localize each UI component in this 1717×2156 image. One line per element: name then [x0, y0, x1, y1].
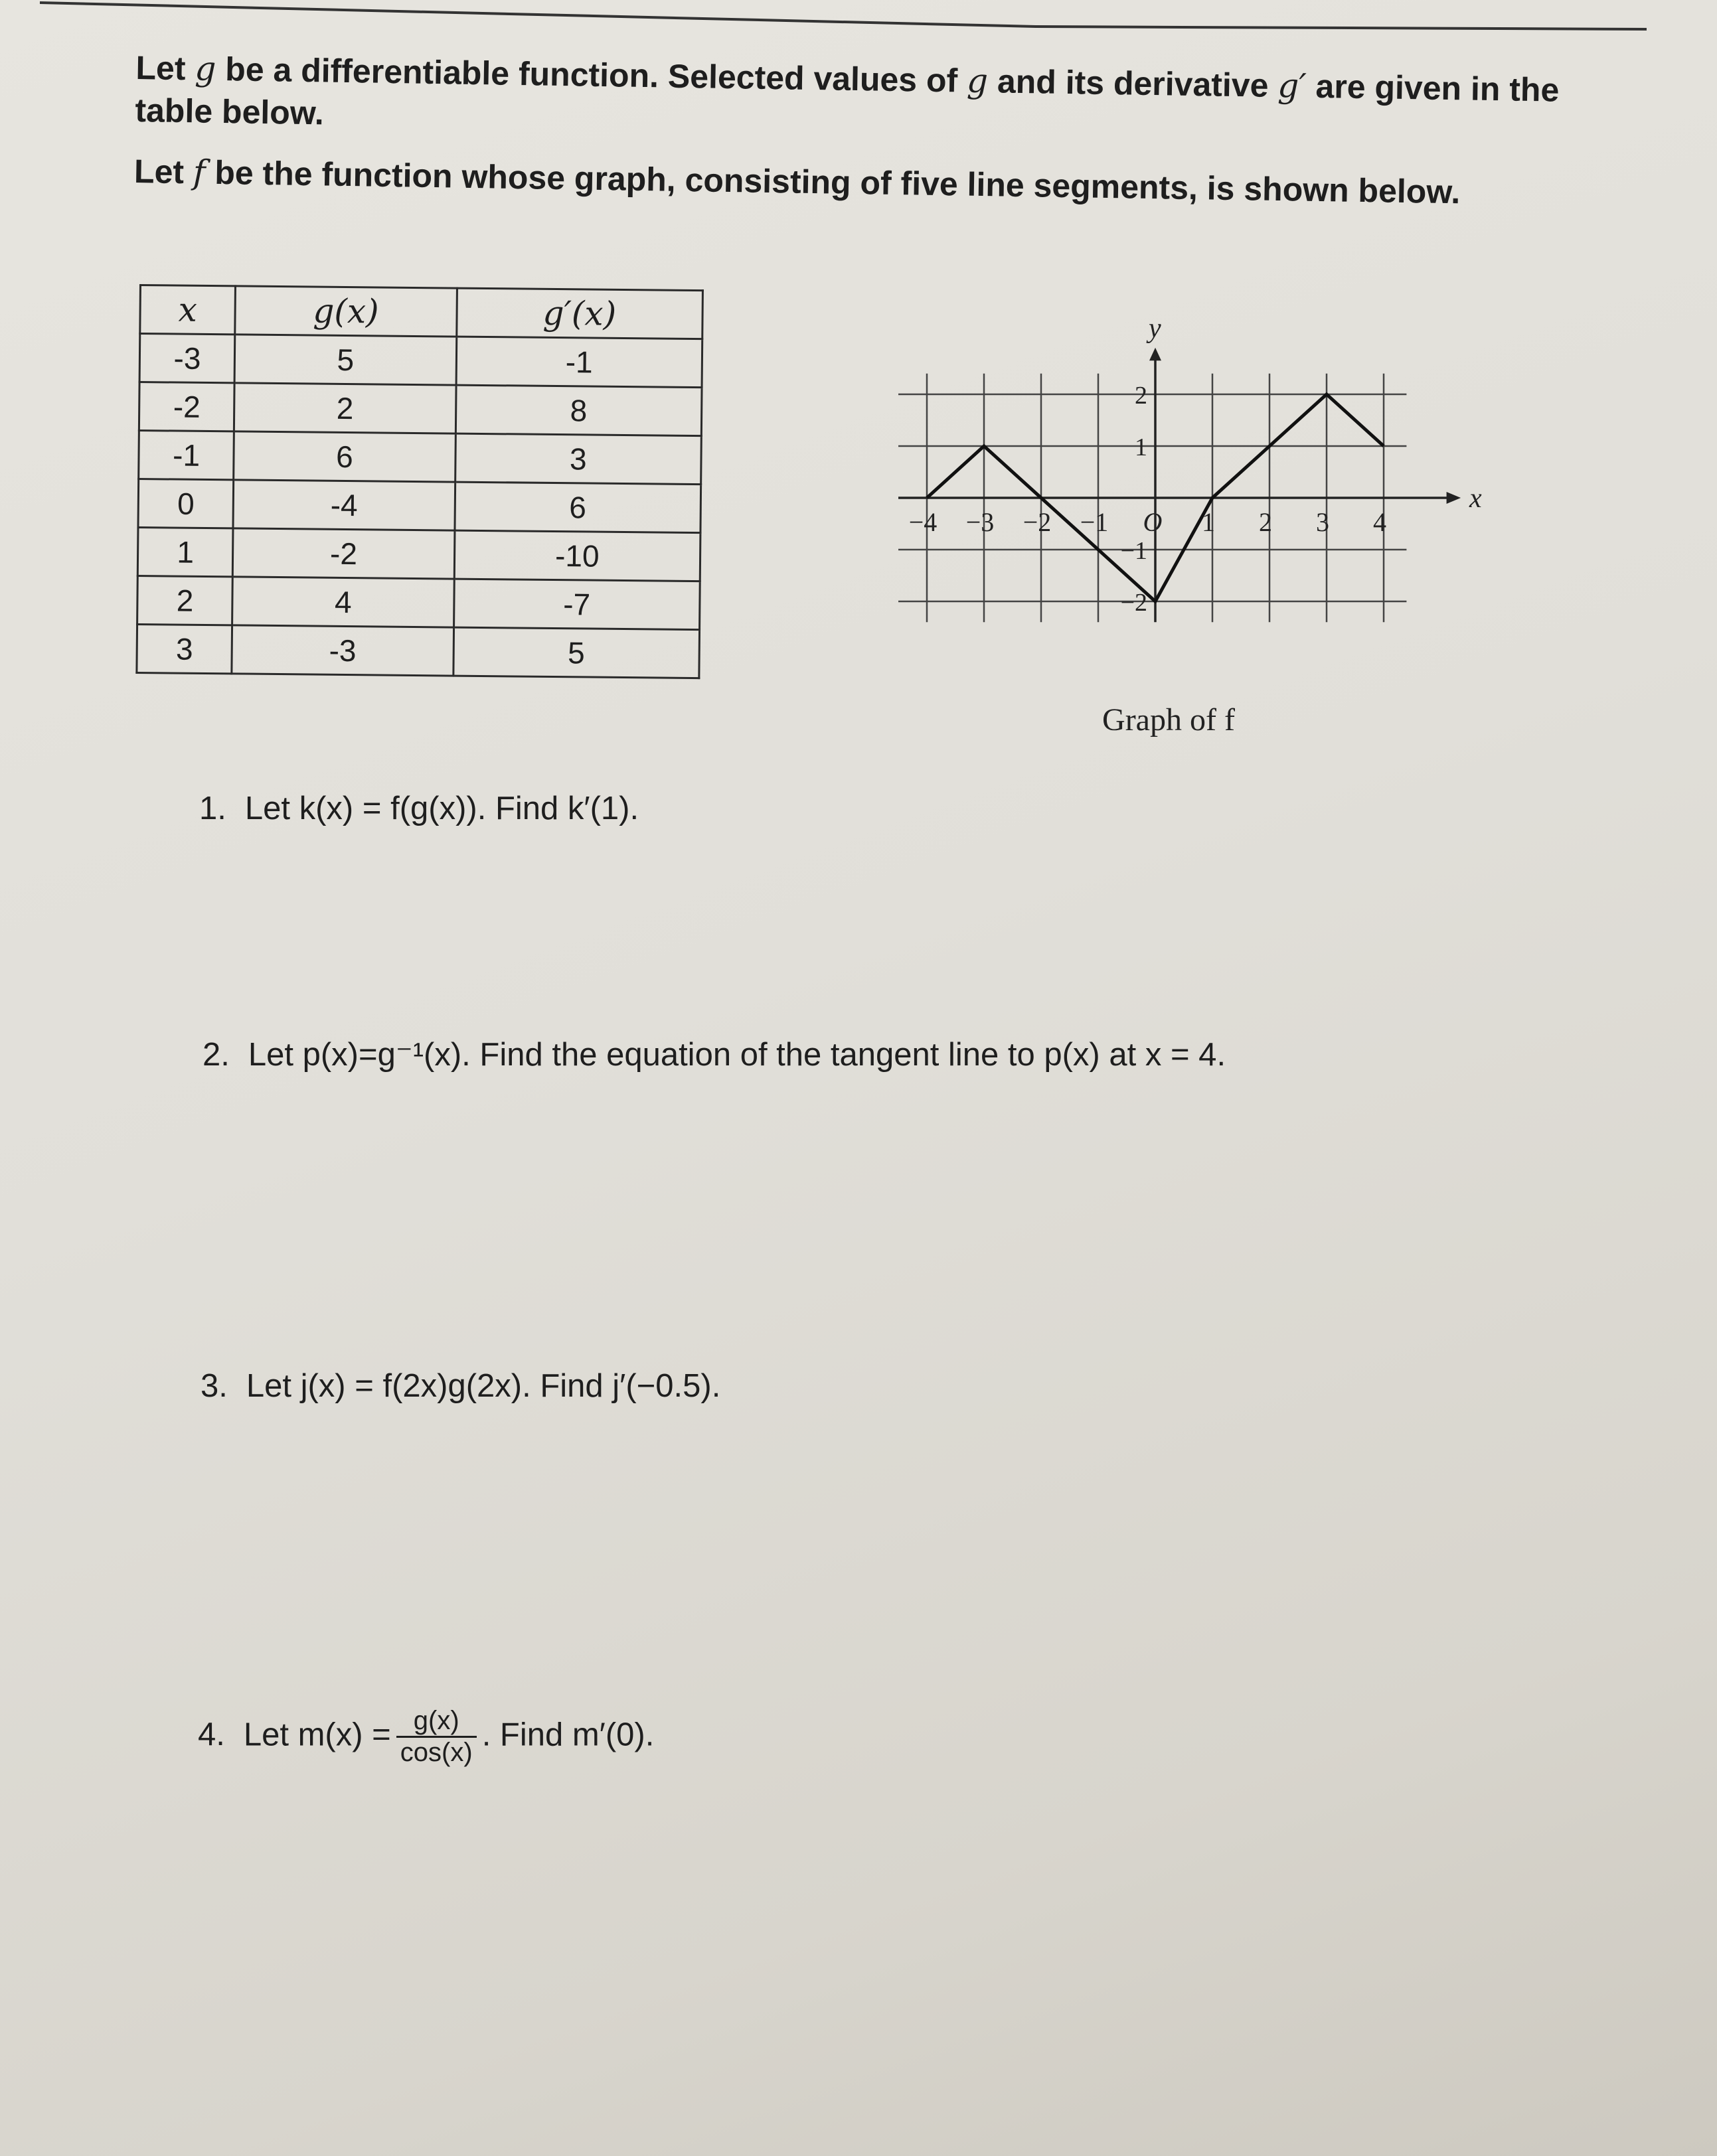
question-text: Let k(x) = f(g(x)). Find k′(1). — [244, 791, 639, 826]
question-number: 3. — [201, 1368, 228, 1404]
table-cell: 6 — [455, 482, 701, 533]
table-cell: 5 — [234, 335, 456, 385]
table-cell: 8 — [455, 385, 702, 436]
table-cell: -7 — [453, 579, 700, 630]
x-tick-label: O — [1143, 507, 1163, 537]
intro-line-2: Let f be the function whose graph, consisting of five line segments, is shown below. — [133, 152, 1461, 211]
values-table — [135, 284, 704, 679]
x-tick-label: −1 — [1080, 507, 1109, 537]
table-cell: 3 — [137, 624, 232, 673]
table-header-row — [140, 285, 703, 339]
fraction — [396, 1706, 477, 1768]
table-cell: -2 — [139, 382, 234, 431]
x-tick-label: 4 — [1373, 507, 1386, 537]
var-g: g — [194, 49, 216, 88]
question-4 — [198, 1706, 654, 1768]
fraction-numerator: g(x) — [396, 1706, 477, 1738]
table-cell: 4 — [232, 577, 454, 627]
table-cell: 2 — [234, 383, 456, 433]
table-cell: 0 — [138, 479, 234, 528]
question-number: 4. — [198, 1717, 225, 1753]
table-cell: -4 — [233, 480, 455, 530]
y-tick-label: −1 — [1120, 537, 1147, 565]
table-row — [139, 431, 702, 485]
x-axis-arrow — [1447, 492, 1461, 504]
table-row — [139, 334, 702, 388]
question-1 — [199, 790, 639, 827]
table-row — [139, 382, 702, 436]
table-row — [138, 479, 701, 533]
y-axis-label: y — [1149, 313, 1161, 345]
x-tick-label: −2 — [1022, 507, 1052, 537]
question-3 — [201, 1367, 720, 1405]
y-tick-label: 1 — [1135, 433, 1147, 461]
x-axis-label: x — [1469, 483, 1482, 514]
fraction-denominator: cos(x) — [400, 1738, 473, 1767]
problem-intro — [134, 46, 1637, 216]
intro-line-1: Let g be a differentiable function. Selected values of g and its derivative g′ are given in the table below. — [135, 48, 1560, 132]
table-cell: -1 — [139, 431, 234, 480]
table-cell: 5 — [453, 627, 699, 678]
y-tick-label: 2 — [1135, 382, 1147, 410]
x-tick-label: 2 — [1259, 507, 1272, 537]
question-2 — [203, 1036, 1226, 1073]
var-g: g — [966, 61, 989, 101]
table-cell: -3 — [232, 625, 453, 676]
table-cell: 3 — [455, 433, 701, 485]
table-cell: 1 — [137, 527, 233, 576]
graph-of-f — [890, 279, 1527, 743]
table-row — [137, 576, 700, 629]
x-tick-label: 1 — [1202, 507, 1215, 537]
table-cell: -3 — [139, 334, 235, 383]
header-gprime: g′(x) — [456, 288, 702, 339]
table-cell: 2 — [137, 576, 233, 625]
x-tick-label: 3 — [1316, 507, 1329, 537]
graph-title: Graph of f — [1102, 702, 1235, 737]
header-gx: g(x) — [235, 286, 457, 337]
table-cell: -1 — [456, 337, 702, 388]
x-tick-label: −4 — [908, 507, 938, 537]
y-axis-arrow — [1149, 348, 1161, 361]
header-x: x — [140, 285, 236, 335]
table-cell: 6 — [234, 431, 455, 482]
x-tick-label: −3 — [965, 507, 995, 537]
table-cell: -10 — [454, 530, 700, 581]
var-f: f — [193, 153, 206, 192]
var-g-prime: g′ — [1277, 66, 1307, 106]
question-text: Let p(x)=g⁻¹(x). Find the equation of the tangent line to p(x) at x = 4. — [248, 1037, 1226, 1073]
question-text: . Find m′(0). — [481, 1717, 655, 1753]
question-text: Let j(x) = f(2x)g(2x). Find j′(−0.5). — [246, 1368, 721, 1404]
question-text: Let m(x) = — [243, 1717, 391, 1753]
table-row — [137, 527, 700, 581]
top-border-line — [40, 0, 1647, 46]
table-cell: -2 — [232, 528, 454, 579]
question-number: 2. — [203, 1037, 230, 1073]
question-number: 1. — [199, 791, 226, 826]
table-row — [137, 624, 700, 678]
y-tick-label: −2 — [1120, 589, 1147, 617]
